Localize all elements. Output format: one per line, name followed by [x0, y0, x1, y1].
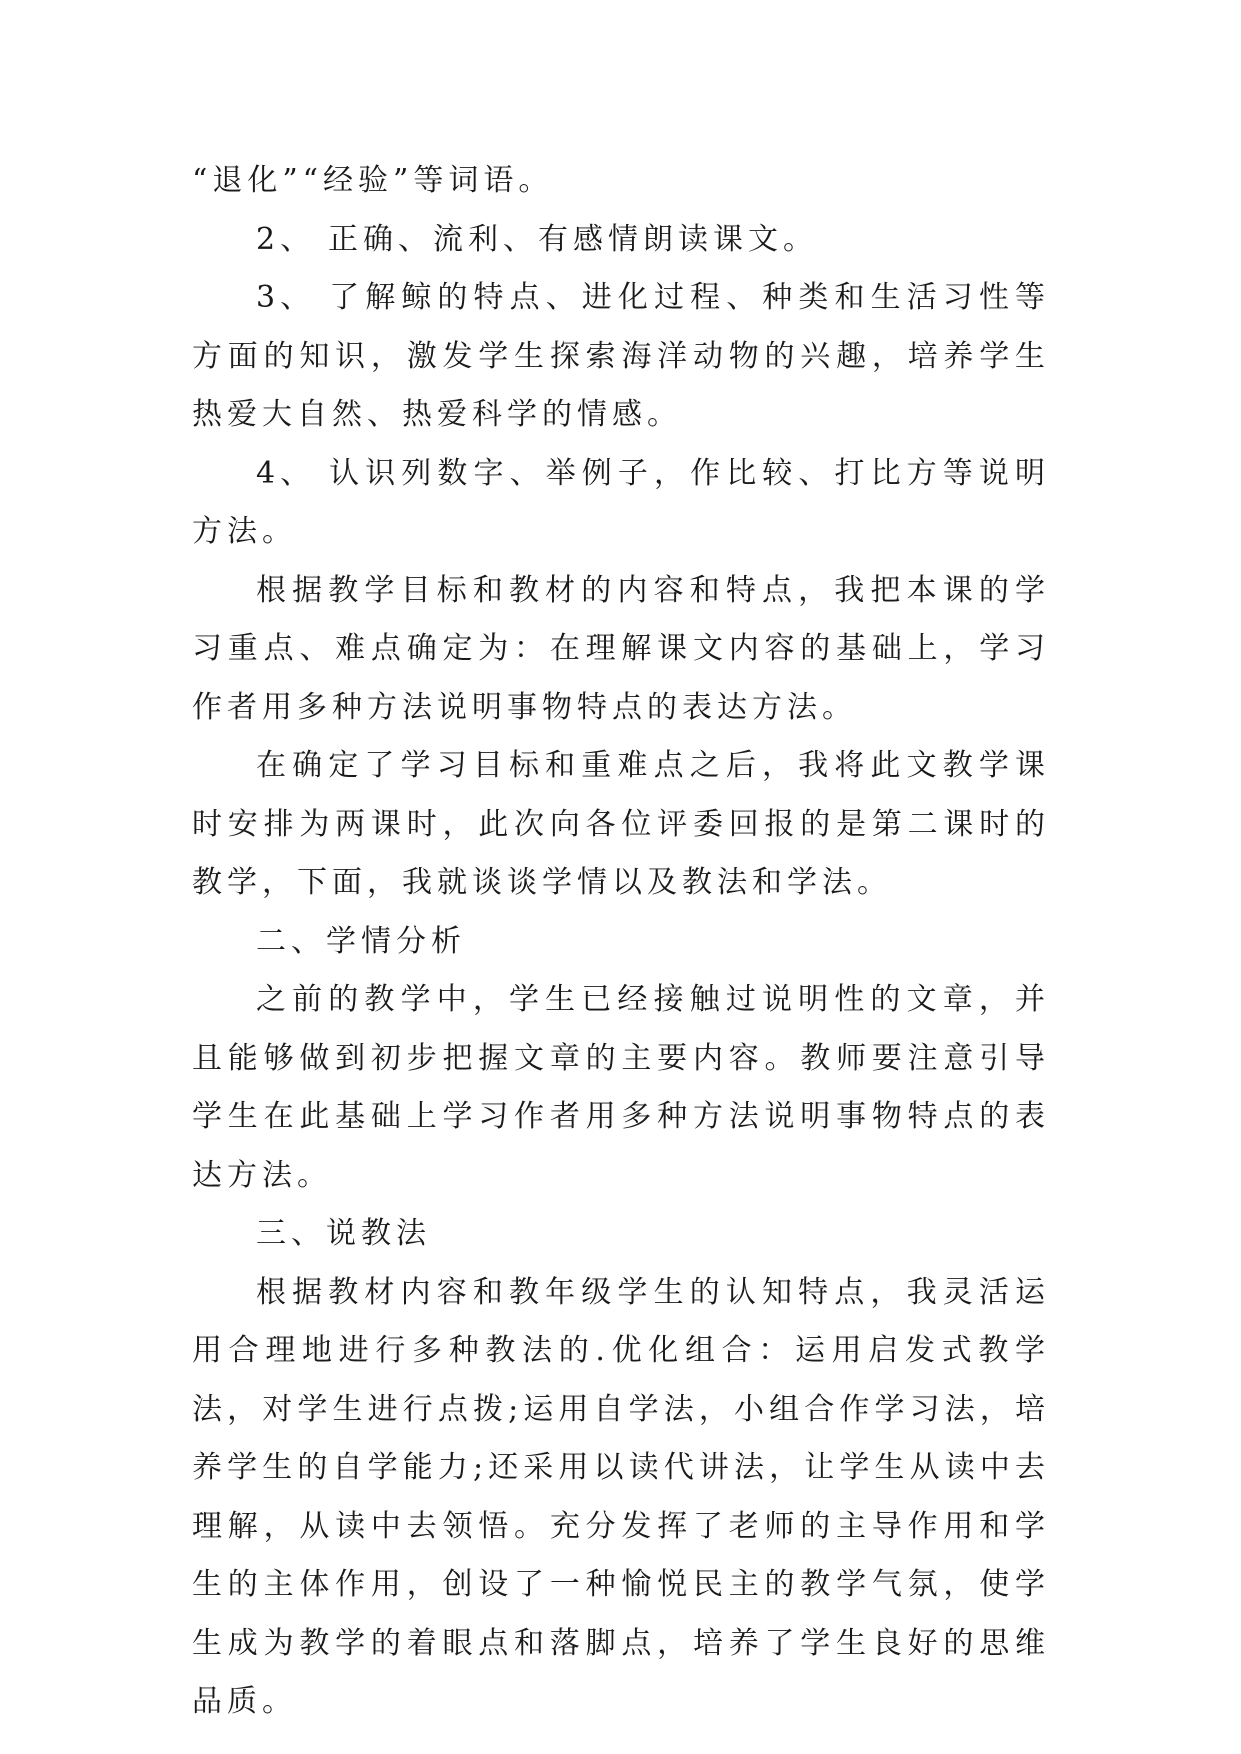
- paragraph-8: [192, 971, 1050, 1205]
- paragraph-1: [192, 152, 1050, 211]
- paragraph-text: 之前的教学中，学生已经接触过说明性的文章，并且能够做到初步把握文章的主要内容。教师要注意引导学生在此基础上学习作者用多种方法说明事物特点的表达方法。: [192, 982, 1050, 1193]
- paragraph-10: [192, 1264, 1050, 1732]
- paragraph-text: 根据教学目标和教材的内容和特点，我把本课的学习重点、难点确定为：在理解课文内容的基础上，学习作者用多种方法说明事物特点的表达方法。: [192, 572, 1050, 725]
- section-heading-learning-analysis: [192, 913, 1050, 972]
- paragraph-text: 根据教材内容和教年级学生的认知特点，我灵活运用合理地进行多种教法的.优化组合：运用启发式教学法，对学生进行点拨;运用自学法，小组合作学习法，培养学生的自学能力;还采用以读代讲法，让学生从读中去理解，从读中去领悟。充分发挥了老师的主导作用和学生的主体作用，创设了一种愉悦民主的教学气氛，使学生成为教学的着眼点和落脚点，培养了学生良好的思维品质。: [192, 1274, 1050, 1719]
- document-body: [192, 152, 1050, 1732]
- paragraph-2: [192, 211, 1050, 270]
- paragraph-6: [192, 737, 1050, 913]
- section-heading-teaching-method: [192, 1205, 1050, 1264]
- paragraph-4: [192, 445, 1050, 562]
- paragraph-text: 了解鲸的特点、进化过程、种类和生活习性等方面的知识，激发学生探索海洋动物的兴趣，培养学生热爱大自然、热爱科学的情感。: [192, 280, 1050, 432]
- paragraph-text: “退化”“经验”等词语。: [192, 163, 554, 198]
- paragraph-text: 在确定了学习目标和重难点之后，我将此文教学课时安排为两课时，此次向各位评委回报的是第二课时的教学，下面，我就谈谈学情以及教法和学法。: [192, 748, 1050, 900]
- list-number: 2、: [256, 221, 316, 257]
- paragraph-3: [192, 269, 1050, 445]
- heading-text: 三、说教法: [256, 1216, 431, 1251]
- paragraph-5: [192, 562, 1050, 738]
- list-number: 3、: [256, 280, 316, 315]
- heading-text: 二、学情分析: [256, 923, 466, 959]
- paragraph-text: 正确、流利、有感情朗读课文。: [328, 221, 818, 257]
- list-number: 4、: [256, 455, 316, 491]
- paragraph-text: 认识列数字、举例子，作比较、打比方等说明方法。: [192, 455, 1050, 549]
